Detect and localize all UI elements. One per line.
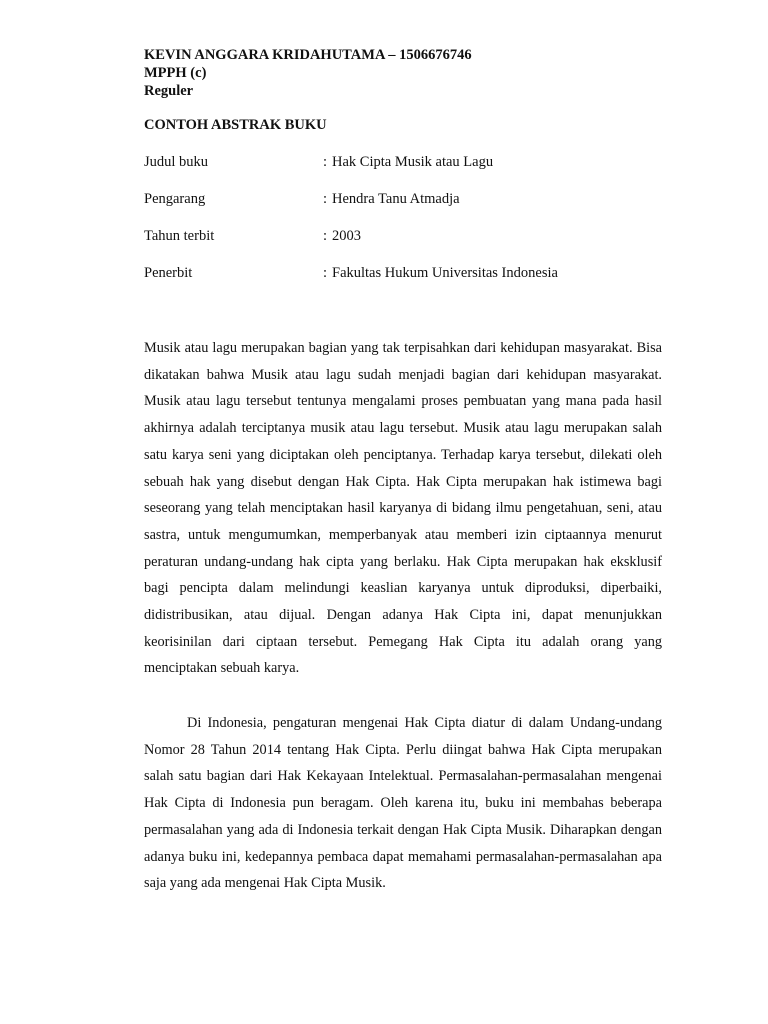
meta-label: Tahun terbit <box>144 228 215 244</box>
abstract-paragraph <box>144 335 662 682</box>
meta-label: Pengarang <box>144 191 206 207</box>
meta-value: 2003 <box>332 228 361 244</box>
document-title: CONTOH ABSTRAK BUKU <box>144 117 327 133</box>
paragraph-text: Di Indonesia, pengaturan mengenai Hak Cipta diatur di dalam Undang-undang Nomor 28 Tahun 2014 tentang Hak Cipta. Perlu diingat bahwa Hak Cipta merupakan salah satu bagian dari Hak Kekayaan Intelektual. Permasalahan-permasalahan mengenai Hak Cipta di Indonesia pun beragam. Oleh karena itu, buku ini membahas beberapa permasalahan yang ada di Indonesia terkait dengan Hak Cipta Musik. Diharapkan dengan adanya buku ini, kedepannya pembaca dapat memahami permasalahan-permasalahan apa saja yang ada mengenai Hak Cipta Musik. <box>144 715 662 892</box>
meta-label: Penerbit <box>144 265 193 281</box>
meta-separator: : <box>323 154 328 170</box>
class-line: MPPH (c) <box>144 65 207 81</box>
meta-value: Hendra Tanu Atmadja <box>332 191 460 207</box>
paragraph-text: Musik atau lagu merupakan bagian yang tak terpisahkan dari kehidupan masyarakat. Bisa dikatakan bahwa Musik atau lagu sudah menjadi bagian dari kehidupan masyarakat. Musik atau lagu tersebut tentunya mengalami proses pembuatan yang mana pada hasil akhirnya adalah terciptanya musik atau lagu tersebut. Musik atau lagu merupakan salah satu karya seni yang diciptakan oleh penciptanya. Terhadap karya tersebut, dilekati oleh sebuah hak yang disebut dengan Hak Cipta. Hak Cipta merupakan hak istimewa bagi seseorang yang telah menciptakan hasil karyanya di bidang ilmu pengetahuan, seni, atau sastra, untuk mengumumkan, memperbanyak atau memberi izin ciptaannya menurut peraturan undang-undang hak cipta yang berlaku. Hak Cipta merupakan hak eksklusif bagi pencipta dalam melindungi keaslian karyanya untuk diproduksi, diperbaiki, didistribusikan, atau dijual. Dengan adanya Hak Cipta ini, dapat menunjukkan keorisinilan dari ciptaan tersebut. Pemegang Hak Cipta itu adalah orang yang menciptakan sebuah karya. <box>144 340 662 677</box>
author-line: KEVIN ANGGARA KRIDAHUTAMA – 1506676746 <box>144 47 472 63</box>
abstract-paragraph <box>144 710 662 897</box>
meta-separator: : <box>323 228 328 244</box>
meta-value: Hak Cipta Musik atau Lagu <box>332 154 494 170</box>
meta-separator: : <box>323 191 328 207</box>
meta-label: Judul buku <box>144 154 209 170</box>
meta-separator: : <box>323 265 328 281</box>
meta-value: Fakultas Hukum Universitas Indonesia <box>332 265 558 281</box>
author-header <box>144 46 472 100</box>
program-line: Reguler <box>144 83 194 99</box>
